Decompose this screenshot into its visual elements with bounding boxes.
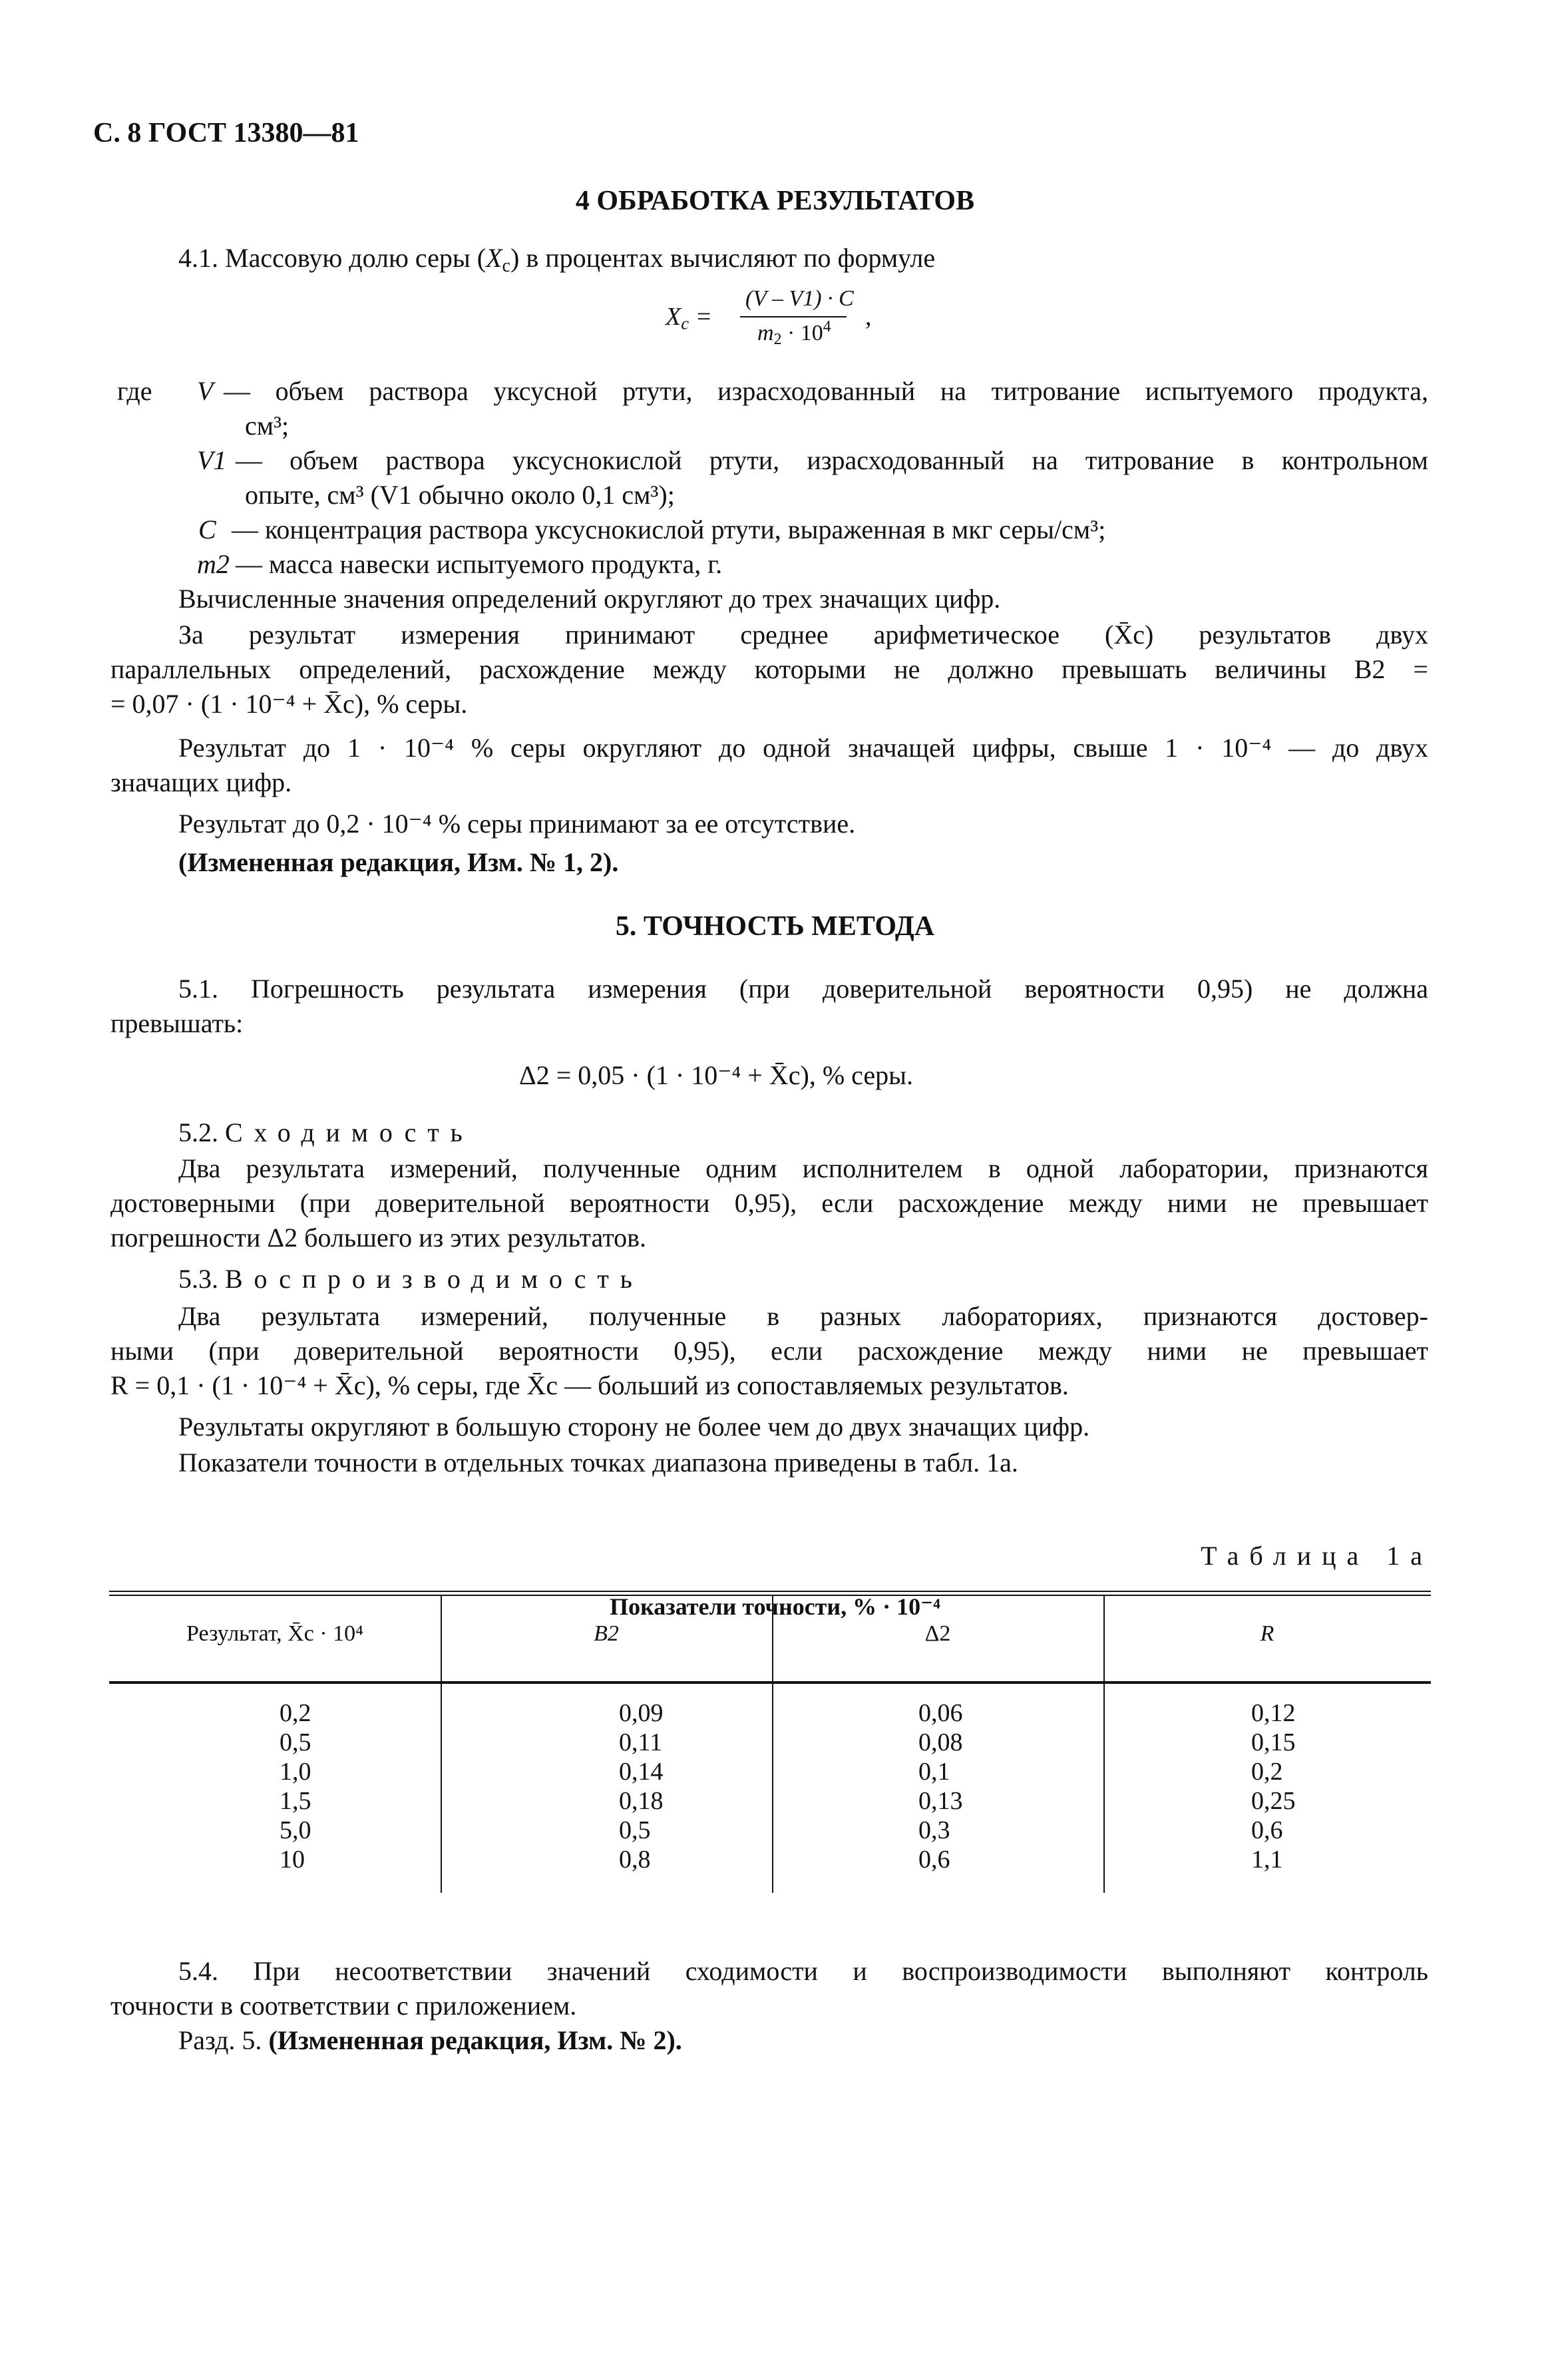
table-cell-r0-c1: 0,09 [619,1699,664,1727]
formula-numerator: (V – V1) · C [745,286,854,311]
round-rule-line-2: значащих цифр. [110,767,292,797]
p41-text: Массовую долю серы [225,243,471,273]
p41-tail: в процентах вычисляют по формуле [526,243,936,273]
round-up-rule: Результаты округляют в большую сторону не более чем до двух значащих цифр. [178,1412,1090,1442]
table-cell-r4-c1: 0,5 [619,1816,651,1844]
p52-line-3: погрешности Δ2 большего из этих результатов. [110,1223,647,1253]
p54-razd: Разд. 5. [178,2025,262,2055]
delta-formula: Δ2 = 0,05 · (1 · 10⁻⁴ + X̄c), % серы. [519,1060,914,1090]
p52-number: 5.2. [178,1117,218,1147]
table-header-result: Результат, X̄c · 10⁴ [186,1621,363,1646]
table-header-rule [109,1681,1431,1684]
table-caption: Показатели точности, % · 10⁻⁴ [610,1593,940,1620]
table-cell-r0-c0: 0,2 [280,1699,311,1727]
section-4-title: 4 ОБРАБОТКА РЕЗУЛЬТАТОВ [575,186,975,216]
table-cell-r3-c1: 0,18 [619,1787,664,1815]
table-cell-r2-c2: 0,1 [918,1758,950,1786]
amendment-note-1: (Измененная редакция, Изм. № 1, 2). [178,847,619,877]
def-c-line1: — концентрация раствора уксуснокислой ртути, выраженная в мкг серы/см³; [232,514,1106,544]
result-line-3: = 0,07 · (1 · 10⁻⁴ + X̄c), % серы. [110,689,468,719]
table-cell-r1-c0: 0,5 [280,1728,311,1756]
table-reference: Показатели точности в отдельных точках диапазона приведены в табл. 1а. [178,1448,1018,1478]
p54-razd-amend: (Измененная редакция, Изм. № 2). [268,2025,682,2055]
p53-number: 5.3. [178,1264,218,1294]
table-cell-r0-c3: 0,12 [1251,1699,1296,1727]
table-cell-r4-c3: 0,6 [1251,1816,1283,1844]
where-word: где [117,376,152,406]
p54-amendment [178,2023,682,2058]
table-cell-r3-c2: 0,13 [918,1787,963,1815]
table-cell-r3-c3: 0,25 [1251,1787,1296,1815]
def-v1-symbol: V1 [197,445,227,475]
table-cell-r0-c2: 0,06 [918,1699,963,1727]
absence-rule: Результат до 0,2 · 10⁻⁴ % серы принимают за ее отсутствие. [178,809,856,839]
result-line-1: За результат измерения принимают среднее арифметическое (X̄c) результатов двух [178,620,1428,650]
section-5-title: 5. ТОЧНОСТЬ МЕТОДА [615,911,935,942]
table-header-delta2: Δ2 [924,1621,951,1646]
table-cell-r1-c1: 0,11 [619,1728,663,1756]
def-v-symbol: V [197,376,214,406]
def-v1-line2: опыте, см³ (V1 обычно около 0,1 см³); [245,480,675,510]
table-header-b2: B2 [594,1621,619,1646]
p53-line-2: ными (при доверительной вероятности 0,95), если расхождение между ними не превышает [110,1336,1428,1366]
p52-line-1: Два результата измерений, полученные одним исполнителем в одной лаборатории, признаются [178,1153,1428,1183]
def-v-line1: — объем раствора уксусной ртути, израсходованный на титрование испытуемого продукта, [224,376,1428,406]
formula-comma: , [865,303,872,331]
p41-paragraph: 4.1. Массовую долю серы $(X_c)$ в процентах вычисляют по формуле [178,243,936,276]
p52-heading [178,1115,474,1150]
def-v-line2: см³; [245,411,290,441]
result-line-2: параллельных определений, расхождение между которыми не должно превышать величины B2 = [110,654,1428,684]
table-cell-r2-c3: 0,2 [1251,1758,1283,1786]
p52-line-2: достоверными (при доверительной вероятности 0,95), если расхождение между ними не превышает [110,1188,1428,1218]
p52-title: Сходимость [225,1117,474,1147]
table-label: Таблица 1а [1201,1541,1433,1571]
table-cell-r4-c0: 5,0 [280,1816,311,1844]
table-cell-r4-c2: 0,3 [918,1816,950,1844]
def-c-symbol: C [198,514,216,544]
table-cell-r3-c0: 1,5 [280,1787,311,1815]
table-cell-r5-c2: 0,6 [918,1846,950,1874]
p41-number: 4.1. [178,243,218,273]
table-cell-r1-c2: 0,08 [918,1728,963,1756]
formula-denominator: $m_2 \cdot 10^4$ [757,317,831,348]
table-cell-r2-c1: 0,14 [619,1758,664,1786]
def-m2-symbol: m2 [197,549,230,579]
p54-line-1: 5.4. При несоответствии значений сходимости и воспроизводимости выполняют контроль [178,1956,1428,1986]
formula-fraction-bar [740,316,847,317]
round-three-digits: Вычисленные значения определений округляют до трех значащих цифр. [178,584,1001,614]
table-cell-r2-c0: 1,0 [280,1758,311,1786]
round-rule-line-1: Результат до 1 · 10⁻⁴ % серы округляют до одной значащей цифры, свыше 1 · 10⁻⁴ — до двух [178,733,1428,763]
table-header-r: R [1260,1621,1274,1646]
def-v1-line1: — объем раствора уксуснокислой ртути, израсходованный на титрование в контрольном [236,445,1428,475]
table-cell-r5-c3: 1,1 [1251,1846,1283,1874]
table-cell-r5-c0: 10 [280,1846,305,1874]
p51-line-2: превышать: [110,1008,244,1038]
table-cell-r1-c3: 0,15 [1251,1728,1296,1756]
page-header: С. 8 ГОСТ 13380—81 [93,118,359,148]
table-top-rule-placeholder [109,1591,1431,1592]
p53-line-3: R = 0,1 · (1 · 10⁻⁴ + X̄c), % серы, где X̄c — больший из сопоставляемых результатов. [110,1370,1069,1400]
p53-line-1: Два результата измерений, полученные в разных лабораториях, признаются достовер- [178,1301,1428,1331]
formula-lhs: $X_c$ = [666,303,713,333]
def-m2-line1: — масса навески испытуемого продукта, г. [236,549,723,579]
table-cell-r5-c1: 0,8 [619,1846,651,1874]
p54-line-2: точности в соответствии с приложением. [110,1991,577,2021]
table-top-rule [109,1595,1431,1596]
p51-line-1: 5.1. Погрешность результата измерения (при доверительной вероятности 0,95) не должна [178,974,1428,1004]
p53-title: Воспроизводимость [225,1264,644,1294]
p53-heading [178,1262,644,1296]
